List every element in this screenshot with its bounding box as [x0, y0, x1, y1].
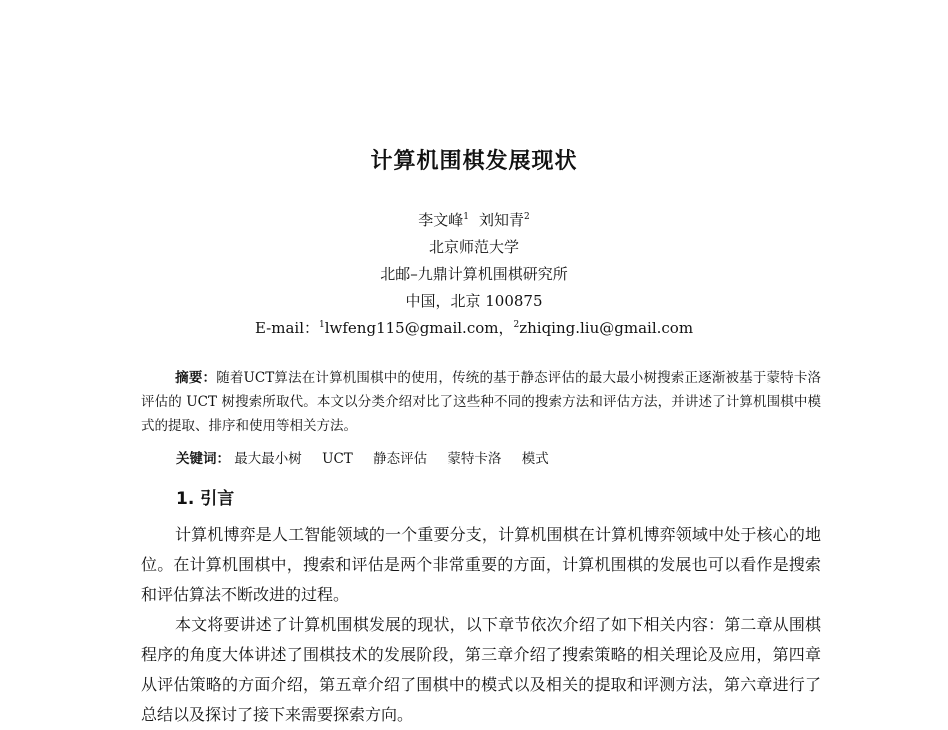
email-line: [0, 315, 948, 342]
email-mark-1: 1: [319, 320, 325, 330]
author-1-name: 李文峰: [418, 211, 464, 229]
keyword-item: 静态评估: [373, 451, 428, 467]
author-2-name: 刘知青: [479, 211, 525, 229]
keywords-label: 关键词：: [176, 451, 230, 467]
author-1-mark: 1: [463, 212, 469, 222]
keyword-item: UCT: [322, 451, 353, 467]
section-body: [141, 520, 821, 730]
paper-title: 计算机围棋发展现状: [370, 149, 578, 174]
email-address-2: zhiqing.liu@gmail.com: [519, 319, 694, 337]
keywords: [176, 447, 565, 467]
body-paragraph: 本文将要讲述了计算机围棋发展的现状，以下章节依次介绍了如下相关内容：第二章从围棋程序的角度大体讲述了围棋技术的发展阶段，第三章介绍了搜索策略的相关理论及应用，第四章从评估策略的方面介绍，第五章介绍了围棋中的模式以及相关的提取和评测方法，第六章进行了总结以及探讨了接下来需要探索方向。: [141, 615, 821, 724]
keyword-item: 最大最小树: [234, 451, 302, 467]
author-2-mark: 2: [524, 212, 530, 222]
body-paragraph: 计算机博弈是人工智能领域的一个重要分支，计算机围棋在计算机博弈领域中处于核心的地位。在计算机围棋中，搜索和评估是两个非常重要的方面，计算机围棋的发展也可以看作是搜索和评估算法不断改进的过程。: [141, 525, 821, 604]
email-address-1: lwfeng115@gmail.com，: [324, 319, 514, 337]
section-heading: 1. 引言: [176, 489, 235, 509]
abstract-label: 摘要：: [175, 370, 217, 386]
abstract: [141, 366, 821, 438]
affiliation-institute: 北邮–九鼎计算机围棋研究所: [380, 265, 568, 283]
keyword-item: 模式: [521, 451, 549, 467]
affiliation-university: 北京师范大学: [428, 238, 519, 256]
affiliation-location: 中国，北京 100875: [405, 292, 543, 310]
email-mark-2: 2: [513, 320, 520, 330]
author-line: [0, 207, 948, 234]
keyword-item: 蒙特卡洛: [447, 451, 502, 467]
author-block: [0, 207, 948, 342]
abstract-text: 随着UCT算法在计算机围棋中的使用，传统的基于静态评估的最大最小树搜索正逐渐被基于蒙特卡洛评估的 UCT 树搜索所取代。本文以分类介绍对比了这些种不同的搜索方法和评估方法，并讲述了计算机围棋中模式的提取、排序和使用等相关方法。: [141, 370, 822, 434]
email-label: E-mail：: [254, 319, 319, 337]
